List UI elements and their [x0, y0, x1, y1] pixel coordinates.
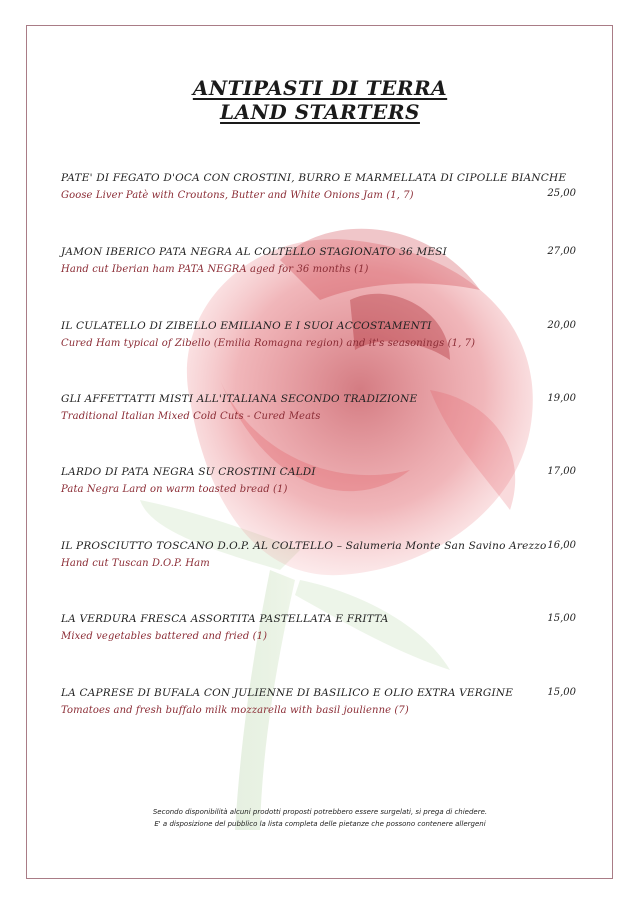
- item-english-name: Mixed vegetables battered and fried (1): [61, 631, 268, 642]
- item-italian-name: IL CULATELLO DI ZIBELLO EMILIANO E I SUOI ACCOSTAMENTI: [61, 320, 432, 332]
- footer-note: [0, 806, 640, 830]
- item-italian-name: GLI AFFETTATTI MISTI ALL'ITALIANA SECONDO TRADIZIONE: [61, 393, 418, 405]
- item-price: 15,00: [547, 613, 576, 624]
- item-italian-name: LA CAPRESE DI BUFALA CON JULIENNE DI BASILICO E OLIO EXTRA VERGINE: [61, 687, 514, 699]
- menu-item: [61, 466, 576, 495]
- menu-item: [61, 613, 576, 642]
- menu-item: [61, 687, 576, 716]
- item-price: 17,00: [547, 466, 576, 477]
- footer-line-allergens: E' a disposizione del pubblico la lista completa delle pietanze che possono contenere allergeni: [154, 820, 486, 828]
- item-price: 20,00: [547, 320, 576, 331]
- item-price: 19,00: [547, 393, 576, 404]
- title-italian: ANTIPASTI DI TERRA: [192, 76, 448, 100]
- footer-line-frozen: Secondo disponibilità alcuni prodotti proposti potrebbero essere surgelati, si prega di chiedere.: [152, 808, 488, 816]
- item-price: 27,00: [547, 246, 576, 257]
- item-italian-name: JAMON IBERICO PATA NEGRA AL COLTELLO STAGIONATO 36 MESI: [61, 246, 447, 258]
- item-english-name: Cured Ham typical of Zibello (Emilia Romagna region) and it's seasonings (1, 7): [61, 338, 476, 349]
- menu-subtitle: [0, 100, 640, 124]
- menu-item: [61, 320, 576, 349]
- item-english-name: Tomatoes and fresh buffalo milk mozzarella with basil joulienne (7): [61, 705, 409, 716]
- item-price: 25,00: [547, 188, 576, 199]
- item-english-name: Hand cut Iberian ham PATA NEGRA aged for 36 months (1): [61, 264, 369, 275]
- item-price: 15,00: [547, 687, 576, 698]
- item-english-name: Goose Liver Patè with Croutons, Butter and White Onions Jam (1, 7): [61, 190, 414, 201]
- title-english: LAND STARTERS: [220, 100, 420, 124]
- item-italian-name: LA VERDURA FRESCA ASSORTITA PASTELLATA E FRITTA: [61, 613, 389, 625]
- item-english-name: Pata Negra Lard on warm toasted bread (1): [61, 484, 288, 495]
- item-english-name: Traditional Italian Mixed Cold Cuts - Cured Meats: [61, 411, 321, 422]
- item-italian-name: IL PROSCIUTTO TOSCANO D.O.P. AL COLTELLO – Salumeria Monte San Savino Arezzo: [61, 540, 547, 552]
- item-price: 16,00: [547, 540, 576, 551]
- item-italian-name: LARDO DI PATA NEGRA SU CROSTINI CALDI: [61, 466, 316, 478]
- item-italian-name: PATE' DI FEGATO D'OCA CON CROSTINI, BURRO E MARMELLATA DI CIPOLLE BIANCHE: [61, 172, 567, 184]
- menu-title: [0, 76, 640, 100]
- menu-item: [61, 172, 576, 201]
- menu-item: [61, 393, 576, 422]
- menu-item: [61, 246, 576, 275]
- item-english-name: Hand cut Tuscan D.O.P. Ham: [61, 558, 210, 569]
- menu-item: [61, 540, 576, 569]
